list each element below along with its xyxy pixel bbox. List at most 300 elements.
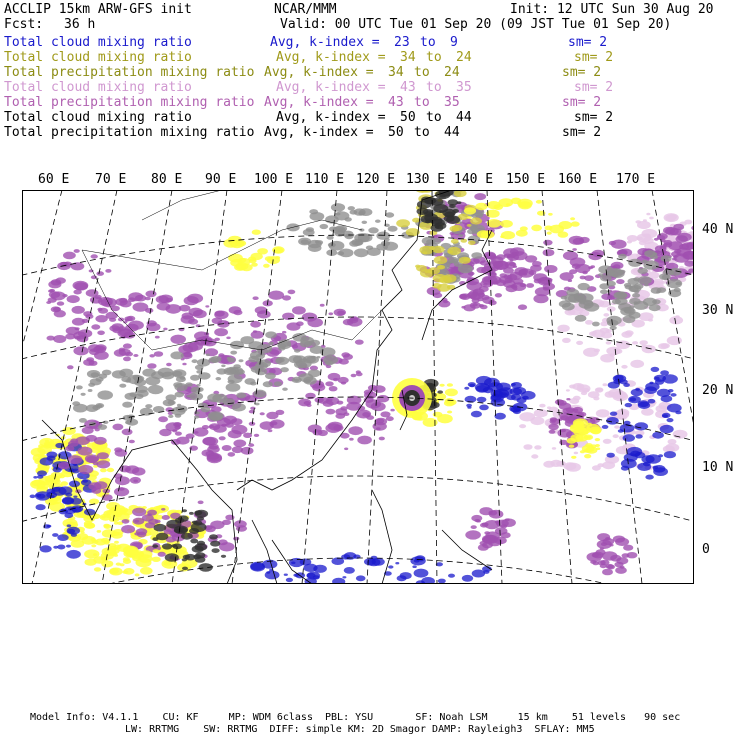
cloud-cell [135,394,144,399]
cloud-cell [260,421,274,430]
cloud-cell [578,283,590,290]
cloud-cell [81,393,86,396]
cloud-cell [547,406,551,409]
cloud-cell [202,437,216,445]
cloud-cell [388,226,398,232]
cloud-cell [194,411,200,414]
cloud-cell [326,409,336,415]
cloud-cell [173,371,183,377]
cloud-cell [251,366,263,373]
cloud-cell [288,290,296,295]
cloud-cell [96,271,104,276]
cloud-cell [125,352,133,357]
cloud-cell [513,409,521,414]
cloud-cell [166,363,172,366]
cloud-cell [207,454,222,463]
cloud-cell [638,268,648,274]
cloud-cell [472,291,478,295]
cloud-cell [162,543,172,549]
cloud-cell [154,524,167,532]
cloud-cell [600,290,608,295]
cloud-cell [192,359,198,363]
cloud-cell [600,564,607,568]
cloud-cell [182,567,188,571]
cloud-cell [91,324,100,329]
cloud-cell [234,520,247,528]
cloud-cell [379,437,385,441]
cloud-cell [348,206,355,210]
lat-label: 40 N [702,222,734,237]
cloud-cell [425,270,430,273]
cloud-cell [67,524,72,527]
cloud-cell [320,304,325,307]
cloud-cell [265,373,276,380]
lon-label: 120 E [356,172,396,187]
cloud-cell [135,295,146,302]
cloud-cell [507,253,519,260]
cloud-cell [181,533,193,540]
cloud-cell [198,403,208,409]
cloud-cell [458,234,463,237]
cloud-cell [480,305,488,310]
cloud-cell [615,298,628,306]
field-k1: 43 [388,95,404,110]
cloud-cell [87,370,100,378]
cloud-cell [596,409,610,417]
cloud-cell [161,508,165,511]
cloud-cell [61,481,69,486]
cloud-cell [196,384,200,387]
cloud-cell [73,346,88,355]
cloud-cell [543,461,555,468]
cloud-cell [145,308,153,313]
cloud-cell [592,561,599,565]
cloud-cell [339,359,349,365]
cloud-cell [533,294,548,303]
cloud-cell [513,266,517,268]
cloud-cell [605,537,611,540]
cloud-cell [212,548,220,553]
cloud-cell [511,383,516,386]
cloud-cell [670,228,682,235]
cloud-cell [202,425,209,429]
cloud-cell [660,245,667,249]
cloud-cell [98,424,107,430]
cloud-cell [607,453,615,458]
cloud-cell [72,318,85,326]
cloud-cell [557,325,569,332]
cloud-cell [248,443,254,447]
cloud-cell [155,336,160,339]
forecast-label: Fcst: [4,17,44,32]
cloud-cell [66,545,71,548]
cloud-cell [543,249,555,256]
cloud-cell [304,401,311,405]
lat-label: 20 N [702,383,734,398]
cloud-cell [576,341,583,345]
cloud-cell [628,396,641,404]
cloud-cell [600,274,612,281]
cloud-cell [168,415,173,418]
cloud-cell [250,563,265,572]
cloud-cell [47,336,55,341]
cloud-cell [354,248,369,257]
field-sm: sm= 2 [568,35,608,50]
cloud-cell [487,219,501,228]
cloud-cell [380,411,390,417]
cloud-cell [84,522,95,529]
field-name: Total cloud mixing ratio [4,80,192,95]
cloud-cell [292,345,298,349]
cloud-cell [221,365,225,368]
cloud-cell [219,436,226,440]
cloud-cell [231,425,247,435]
cloud-cell [595,444,600,447]
cloud-cell [570,217,575,220]
cloud-cell [120,563,125,566]
cloud-cell [196,324,201,327]
cloud-cell [373,422,387,431]
field-name: Total precipitation mixing ratio [4,95,255,110]
field-to: to [426,110,442,125]
cloud-cell [602,569,613,576]
cloud-cell [235,369,245,375]
cloud-cell [501,524,508,528]
cloud-cell [263,264,270,268]
cloud-cell [66,550,81,559]
cloud-cell [625,403,632,407]
lat-label: 0 [702,542,710,557]
cloud-cell [611,240,627,249]
cloud-cell [136,552,144,557]
cloud-cell [278,339,291,347]
cloud-cell [642,345,656,354]
cloud-cell [520,226,528,231]
cloud-cell [675,315,679,318]
cloud-cell [207,393,222,402]
cloud-cell [276,357,285,362]
cloud-cell [597,463,604,467]
cloud-cell [621,466,629,471]
cloud-cell [253,390,266,398]
cloud-cell [433,412,443,418]
cloud-cell [140,408,153,416]
lon-label: 90 E [205,172,237,187]
cloud-cell [609,353,615,356]
cloud-cell [493,394,499,397]
cloud-cell [349,438,354,441]
cloud-cell [634,290,640,293]
field-to: to [426,50,442,65]
cloud-cell [57,545,65,550]
cloud-cell [472,298,480,303]
cloud-cell [278,346,285,350]
cloud-cell [623,434,635,441]
cloud-cell [133,480,138,483]
cloud-cell [148,519,158,525]
cloud-cell [135,573,140,576]
cloud-cell [327,235,334,239]
cloud-cell [166,394,177,401]
cloud-cell [71,262,85,270]
cloud-cell [661,343,670,348]
cloud-cell [477,267,487,273]
cloud-cell [296,359,312,369]
cloud-cell [500,236,504,239]
cloud-cell [79,418,87,423]
cloud-cell [114,541,119,544]
cloud-cell [126,419,138,426]
cloud-cell [124,568,135,575]
cloud-cell [635,388,640,391]
cloud-cell [226,383,241,392]
cloud-cell [641,408,654,416]
cloud-cell [552,447,556,450]
cloud-cell [587,552,603,561]
lon-label: 100 E [254,172,294,187]
cloud-cell [268,342,274,345]
field-avg: Avg, k-index = [264,125,374,140]
cloud-cell [190,375,200,381]
cloud-cell [91,544,96,547]
cloud-cell [531,454,538,458]
cloud-cell [142,369,156,377]
cloud-cell [656,291,660,293]
cloud-cell [613,434,619,438]
cloud-cell [59,509,68,515]
cloud-cell [184,296,199,305]
field-avg: Avg, k-index = [276,80,386,95]
cloud-cell [543,240,552,246]
cloud-cell [443,274,457,282]
cloud-cell [337,311,345,316]
cloud-cell [572,248,577,251]
cloud-cell [329,386,338,391]
field-k1: 23 [394,35,410,50]
field-name: Total precipitation mixing ratio [4,125,255,140]
cloud-cell [84,549,99,558]
cloud-cell [73,496,77,498]
cloud-cell [664,451,676,458]
cloud-cell [228,358,236,363]
cloud-cell [109,518,116,522]
lon-label: 130 E [406,172,446,187]
cloud-cell [362,221,368,224]
cloud-cell [359,213,364,216]
cloud-cell [186,433,195,438]
cloud-cell [122,429,133,436]
cloud-cell [373,385,386,393]
cloud-cell [152,544,158,548]
cloud-cell [244,378,255,385]
cloud-cell [255,403,260,406]
cloud-cell [667,336,682,345]
cloud-cell [47,525,51,528]
init-time: Init: 12 UTC Sun 30 Aug 20 [510,2,714,17]
cloud-cell [212,360,217,363]
field-to: to [414,65,430,80]
field-name: Total cloud mixing ratio [4,110,192,125]
cloud-cell [674,249,681,253]
cloud-cell [348,426,363,435]
cloud-cell [606,316,621,325]
cloud-cell [489,510,504,519]
cloud-cell [670,393,676,397]
cloud-cell [189,392,203,400]
cloud-cell [646,213,650,216]
cloud-cell [260,412,265,415]
cloud-cell [621,365,627,369]
cloud-cell [125,465,139,473]
cloud-cell [344,448,348,451]
cloud-cell [38,444,44,448]
cloud-cell [325,381,333,386]
cloud-cell [356,575,366,581]
field-to: to [414,95,430,110]
cloud-cell [291,562,295,565]
cloud-cell [650,254,658,259]
cloud-cell [649,304,661,311]
cloud-cell [667,418,674,422]
cloud-cell [452,225,462,231]
cloud-cell [111,531,119,536]
cloud-cell [433,293,442,299]
cloud-cell [662,413,671,418]
cloud-cell [616,293,625,298]
cloud-cell [62,498,74,505]
cloud-cell [625,285,633,290]
cloud-cell [222,445,232,451]
cloud-cell [307,318,323,327]
cloud-cell [185,382,192,386]
cloud-cell [536,200,542,204]
cloud-cell [175,414,182,418]
cloud-cell [123,559,131,564]
cloud-cell [660,370,669,375]
cloud-cell [501,231,515,239]
cloud-cell [559,440,568,445]
cloud-cell [145,291,156,298]
cloud-cell [165,553,179,562]
cloud-cell [101,538,110,543]
cloud-cell [390,409,394,412]
cloud-cell [493,261,504,268]
cloud-cell [265,331,277,338]
cloud-cell [113,554,118,557]
cloud-cell [479,405,489,411]
cloud-cell [616,279,624,284]
cloud-cell [137,532,147,538]
cloud-cell [437,390,443,393]
cloud-cell [585,320,593,325]
cloud-cell [129,440,135,444]
cloud-cell [89,499,99,505]
cloud-cell [119,298,127,303]
cloud-cell [548,424,559,430]
cloud-cell [88,383,95,387]
field-name: Total cloud mixing ratio [4,35,192,50]
cloud-cell [114,545,122,550]
cloud-cell [432,246,444,253]
cloud-cell [585,447,597,454]
cloud-cell [241,447,254,455]
cloud-cell [602,551,618,560]
cloud-cell [284,574,288,576]
cloud-cell [341,382,346,385]
cloud-cell [584,454,591,458]
cloud-cell [613,375,626,383]
cloud-cell [519,412,535,421]
cloud-cell [309,209,318,214]
cloud-cell [78,465,93,474]
cloud-cell [495,413,506,420]
cloud-cell [523,444,532,450]
cloud-cell [446,399,457,405]
field-to: to [420,35,436,50]
cloud-cell [556,461,566,467]
cloud-cell [642,260,648,264]
cloud-cell [564,294,579,303]
cloud-cell [266,412,278,419]
cloud-cell [210,541,220,547]
cloud-cell [178,515,189,521]
cloud-cell [638,402,650,409]
cloud-cell [471,525,477,529]
field-avg: Avg, k-index = [276,110,386,125]
lon-label: 60 E [38,172,70,187]
lon-label: 150 E [506,172,546,187]
cloud-cell [216,377,222,380]
cloud-cell [308,369,321,377]
cloud-cell [543,287,550,291]
cloud-cell [147,363,156,369]
cloud-cell [67,365,74,369]
forecast-hour: 36 h [64,17,96,32]
lon-label: 80 E [151,172,183,187]
cloud-cell [40,545,52,552]
cloud-cell [627,235,638,242]
cloud-cell [662,275,671,280]
cloud-cell [112,424,123,431]
cloud-cell [58,486,72,494]
cloud-cell [162,515,170,520]
cloud-cell [414,569,429,578]
cloud-cell [608,389,624,398]
cloud-cell [684,220,692,225]
field-sm: sm= 2 [574,80,614,95]
cloud-cell [607,565,615,570]
field-avg: Avg, k-index = [264,95,374,110]
cloud-cell [95,295,102,299]
cloud-cell [467,224,472,227]
cloud-cell [635,434,642,438]
cloud-cell [97,390,113,399]
valid-time: Valid: 00 UTC Tue 01 Sep 20 (09 JST Tue 01 Sep 20) [280,17,672,32]
cloud-cell [148,385,164,394]
cloud-cell [46,492,57,499]
cloud-cell [513,387,526,395]
cloud-cell [573,423,583,429]
cloud-cell [72,507,82,513]
cloud-cell [94,567,101,571]
cloud-cell [198,501,204,505]
cloud-cell [603,383,608,386]
cloud-cell [156,295,169,303]
model-title: ACCLIP 15km ARW-GFS init [4,2,192,17]
cloud-cell [668,241,683,250]
field-k2: 24 [456,50,472,65]
field-k2: 35 [456,80,472,95]
